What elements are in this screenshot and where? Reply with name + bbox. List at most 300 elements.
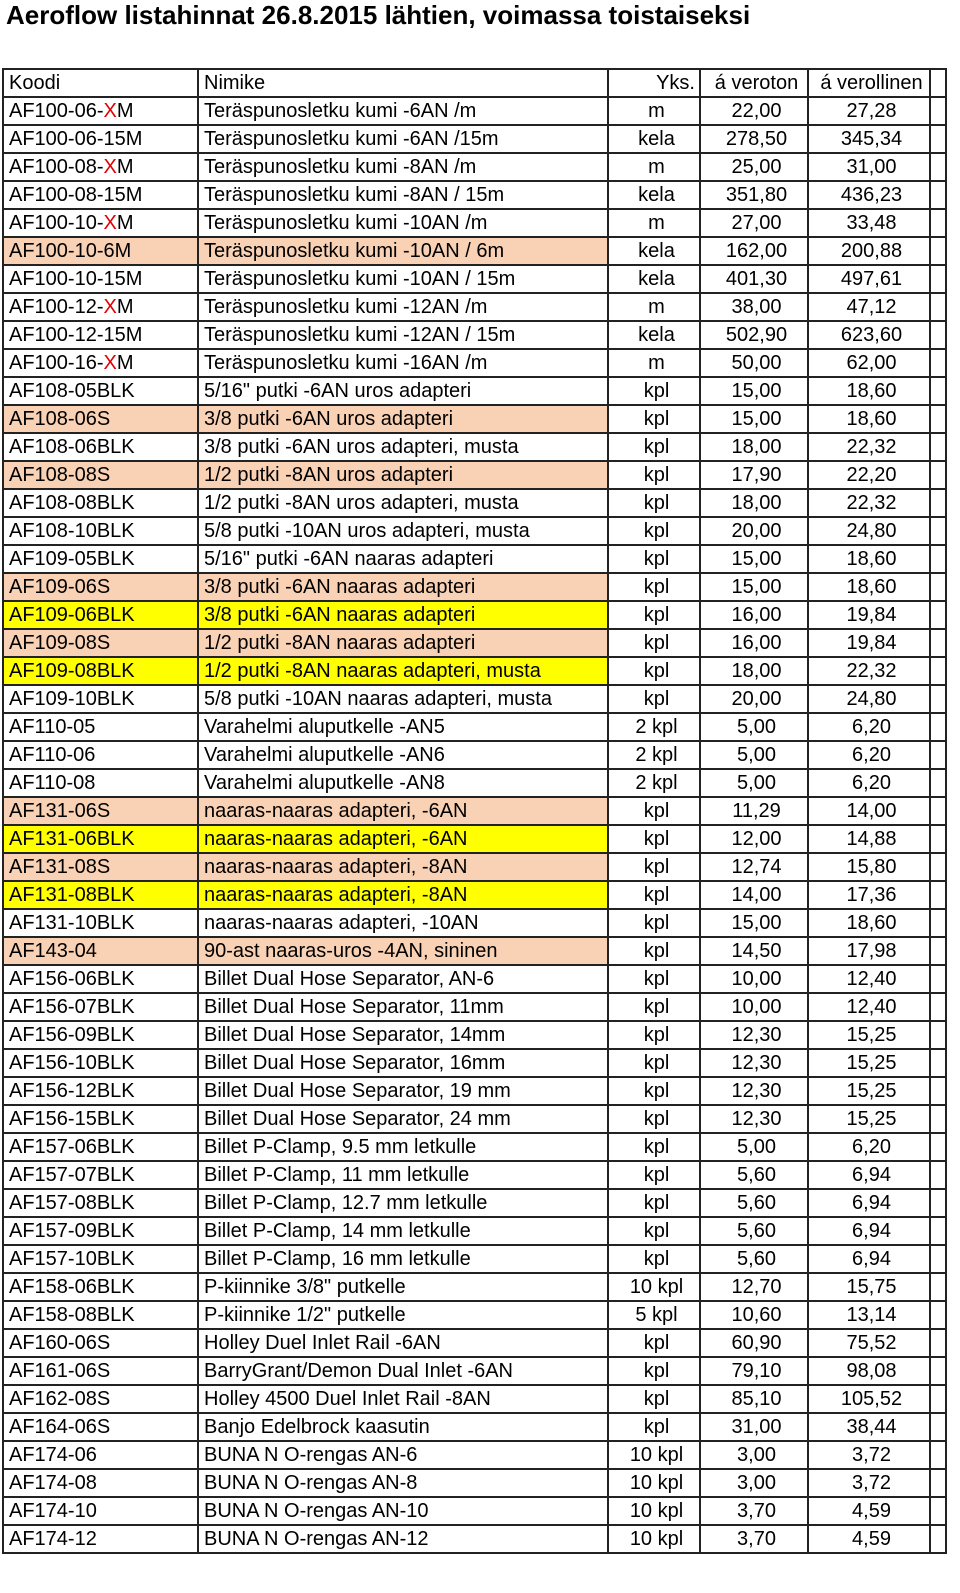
cell-gross-price: 24,80 xyxy=(808,517,930,545)
cell-name: naaras-naaras adapteri, -8AN xyxy=(198,881,608,909)
table-row xyxy=(3,349,946,377)
table-row xyxy=(3,209,946,237)
cell-unit: 10 kpl xyxy=(608,1497,700,1525)
cell-net-price: 12,74 xyxy=(700,853,808,881)
code-text: AF131-08BLK xyxy=(9,884,135,906)
cell-code xyxy=(3,293,198,321)
table-row xyxy=(3,965,946,993)
cell-code xyxy=(3,461,198,489)
cell-net-price: 14,50 xyxy=(700,937,808,965)
cell-extra xyxy=(930,1133,946,1161)
cell-name: 3/8 putki -6AN uros adapteri, musta xyxy=(198,433,608,461)
code-text: AF100-12- xyxy=(9,296,104,318)
cell-net-price: 11,29 xyxy=(700,797,808,825)
price-table xyxy=(2,68,947,1554)
cell-code xyxy=(3,601,198,629)
cell-gross-price: 6,20 xyxy=(808,713,930,741)
cell-gross-price: 14,00 xyxy=(808,797,930,825)
cell-code xyxy=(3,937,198,965)
cell-net-price: 5,60 xyxy=(700,1217,808,1245)
cell-unit: kpl xyxy=(608,1357,700,1385)
cell-gross-price: 12,40 xyxy=(808,965,930,993)
table-row xyxy=(3,321,946,349)
cell-unit: kpl xyxy=(608,545,700,573)
code-text: AF100-10- xyxy=(9,212,104,234)
cell-net-price: 31,00 xyxy=(700,1413,808,1441)
cell-name: Varahelmi aluputkelle -AN8 xyxy=(198,769,608,797)
cell-code xyxy=(3,237,198,265)
table-row xyxy=(3,405,946,433)
cell-name: Teräspunosletku kumi -10AN / 6m xyxy=(198,237,608,265)
code-text: AF109-05BLK xyxy=(9,548,135,570)
cell-code xyxy=(3,1049,198,1077)
cell-gross-price: 19,84 xyxy=(808,629,930,657)
code-text: AF109-06BLK xyxy=(9,604,135,626)
cell-unit: 2 kpl xyxy=(608,741,700,769)
cell-extra xyxy=(930,1245,946,1273)
cell-name: Teräspunosletku kumi -10AN / 15m xyxy=(198,265,608,293)
cell-net-price: 278,50 xyxy=(700,125,808,153)
cell-gross-price: 13,14 xyxy=(808,1301,930,1329)
table-row xyxy=(3,881,946,909)
code-text: AF109-08S xyxy=(9,632,111,654)
cell-extra xyxy=(930,769,946,797)
cell-unit: kela xyxy=(608,265,700,293)
table-row xyxy=(3,181,946,209)
code-text: AF156-10BLK xyxy=(9,1052,135,1074)
table-row xyxy=(3,1245,946,1273)
cell-extra xyxy=(930,293,946,321)
code-text: AF110-06 xyxy=(9,744,96,766)
cell-gross-price: 6,20 xyxy=(808,769,930,797)
table-row xyxy=(3,1385,946,1413)
cell-net-price: 15,00 xyxy=(700,377,808,405)
cell-unit: kpl xyxy=(608,1245,700,1273)
cell-gross-price: 22,32 xyxy=(808,489,930,517)
cell-name: 5/8 putki -10AN naaras adapteri, musta xyxy=(198,685,608,713)
cell-net-price: 3,00 xyxy=(700,1441,808,1469)
cell-net-price: 15,00 xyxy=(700,573,808,601)
cell-name: Banjo Edelbrock kaasutin xyxy=(198,1413,608,1441)
cell-unit: kpl xyxy=(608,993,700,1021)
cell-unit: kela xyxy=(608,321,700,349)
cell-code xyxy=(3,433,198,461)
table-header-row xyxy=(3,69,946,97)
cell-gross-price: 345,34 xyxy=(808,125,930,153)
cell-code xyxy=(3,349,198,377)
cell-gross-price: 62,00 xyxy=(808,349,930,377)
cell-name: Teräspunosletku kumi -10AN /m xyxy=(198,209,608,237)
cell-gross-price: 17,98 xyxy=(808,937,930,965)
code-text: AF108-05BLK xyxy=(9,380,135,402)
cell-extra xyxy=(930,881,946,909)
cell-extra xyxy=(930,1385,946,1413)
cell-extra xyxy=(930,657,946,685)
cell-name: Billet Dual Hose Separator, AN-6 xyxy=(198,965,608,993)
cell-extra xyxy=(930,1049,946,1077)
table-row xyxy=(3,517,946,545)
cell-net-price: 16,00 xyxy=(700,629,808,657)
code-text: AF109-08BLK xyxy=(9,660,135,682)
cell-unit: kpl xyxy=(608,461,700,489)
cell-unit: 10 kpl xyxy=(608,1469,700,1497)
cell-net-price: 5,60 xyxy=(700,1245,808,1273)
code-text: AF156-12BLK xyxy=(9,1080,135,1102)
cell-unit: kela xyxy=(608,125,700,153)
code-text: AF110-08 xyxy=(9,772,96,794)
code-text: AF174-08 xyxy=(9,1472,97,1494)
table-row xyxy=(3,573,946,601)
cell-unit: kpl xyxy=(608,685,700,713)
cell-code xyxy=(3,1497,198,1525)
cell-code xyxy=(3,1105,198,1133)
cell-name: Billet P-Clamp, 12.7 mm letkulle xyxy=(198,1189,608,1217)
table-row xyxy=(3,377,946,405)
cell-name: BUNA N O-rengas AN-10 xyxy=(198,1497,608,1525)
cell-unit: m xyxy=(608,153,700,181)
code-variable-part: X xyxy=(103,296,117,318)
cell-name: Billet P-Clamp, 9.5 mm letkulle xyxy=(198,1133,608,1161)
cell-unit: kpl xyxy=(608,1217,700,1245)
cell-code xyxy=(3,573,198,601)
cell-extra xyxy=(930,965,946,993)
code-variable-part: X xyxy=(103,352,117,374)
header-extra-cell xyxy=(930,69,946,97)
code-suffix: M xyxy=(116,212,134,234)
cell-net-price: 10,60 xyxy=(700,1301,808,1329)
cell-gross-price: 75,52 xyxy=(808,1329,930,1357)
cell-extra xyxy=(930,1357,946,1385)
cell-gross-price: 6,20 xyxy=(808,1133,930,1161)
cell-net-price: 162,00 xyxy=(700,237,808,265)
cell-name: 3/8 putki -6AN naaras adapteri xyxy=(198,601,608,629)
cell-gross-price: 15,25 xyxy=(808,1105,930,1133)
cell-code xyxy=(3,825,198,853)
cell-name: BarryGrant/Demon Dual Inlet -6AN xyxy=(198,1357,608,1385)
cell-net-price: 22,00 xyxy=(700,97,808,125)
cell-gross-price: 12,40 xyxy=(808,993,930,1021)
cell-name: Billet P-Clamp, 16 mm letkulle xyxy=(198,1245,608,1273)
cell-gross-price: 6,20 xyxy=(808,741,930,769)
cell-unit: kpl xyxy=(608,881,700,909)
table-row xyxy=(3,713,946,741)
cell-net-price: 5,00 xyxy=(700,769,808,797)
cell-extra xyxy=(930,377,946,405)
table-row xyxy=(3,433,946,461)
cell-unit: kpl xyxy=(608,1133,700,1161)
code-text: AF100-08-15M xyxy=(9,184,143,206)
cell-name: Varahelmi aluputkelle -AN6 xyxy=(198,741,608,769)
cell-name: Billet Dual Hose Separator, 24 mm xyxy=(198,1105,608,1133)
cell-gross-price: 24,80 xyxy=(808,685,930,713)
cell-gross-price: 4,59 xyxy=(808,1525,930,1553)
cell-code xyxy=(3,405,198,433)
cell-extra xyxy=(930,1329,946,1357)
cell-gross-price: 19,84 xyxy=(808,601,930,629)
cell-gross-price: 38,44 xyxy=(808,1413,930,1441)
cell-code xyxy=(3,489,198,517)
code-text: AF109-06S xyxy=(9,576,111,598)
code-suffix: M xyxy=(116,156,134,178)
cell-code xyxy=(3,1441,198,1469)
cell-name: Billet Dual Hose Separator, 16mm xyxy=(198,1049,608,1077)
cell-net-price: 5,00 xyxy=(700,741,808,769)
cell-unit: kpl xyxy=(608,937,700,965)
cell-code xyxy=(3,1245,198,1273)
cell-unit: kela xyxy=(608,181,700,209)
cell-extra xyxy=(930,1217,946,1245)
cell-unit: kpl xyxy=(608,853,700,881)
code-text: AF164-06S xyxy=(9,1416,111,1438)
cell-net-price: 12,30 xyxy=(700,1077,808,1105)
cell-extra xyxy=(930,993,946,1021)
cell-unit: kpl xyxy=(608,629,700,657)
code-text: AF158-06BLK xyxy=(9,1276,135,1298)
cell-gross-price: 98,08 xyxy=(808,1357,930,1385)
header-unit: Yks. xyxy=(608,69,700,97)
cell-net-price: 18,00 xyxy=(700,433,808,461)
cell-net-price: 12,70 xyxy=(700,1273,808,1301)
cell-code xyxy=(3,1357,198,1385)
table-row xyxy=(3,1441,946,1469)
table-row xyxy=(3,1077,946,1105)
code-text: AF161-06S xyxy=(9,1360,111,1382)
cell-name: naaras-naaras adapteri, -6AN xyxy=(198,825,608,853)
cell-gross-price: 6,94 xyxy=(808,1217,930,1245)
table-row xyxy=(3,1273,946,1301)
cell-net-price: 3,00 xyxy=(700,1469,808,1497)
cell-net-price: 5,00 xyxy=(700,713,808,741)
cell-gross-price: 47,12 xyxy=(808,293,930,321)
table-row xyxy=(3,1497,946,1525)
cell-extra xyxy=(930,685,946,713)
cell-net-price: 10,00 xyxy=(700,993,808,1021)
cell-unit: m xyxy=(608,97,700,125)
cell-net-price: 5,60 xyxy=(700,1161,808,1189)
cell-name: BUNA N O-rengas AN-6 xyxy=(198,1441,608,1469)
code-text: AF131-08S xyxy=(9,856,111,878)
cell-extra xyxy=(930,573,946,601)
cell-name: Teräspunosletku kumi -12AN / 15m xyxy=(198,321,608,349)
cell-unit: kpl xyxy=(608,657,700,685)
table-row xyxy=(3,1133,946,1161)
cell-extra xyxy=(930,853,946,881)
table-row xyxy=(3,1021,946,1049)
cell-extra xyxy=(930,1497,946,1525)
cell-code xyxy=(3,125,198,153)
cell-code xyxy=(3,713,198,741)
cell-name: naaras-naaras adapteri, -6AN xyxy=(198,797,608,825)
table-row xyxy=(3,741,946,769)
cell-code xyxy=(3,769,198,797)
cell-code xyxy=(3,1217,198,1245)
cell-code xyxy=(3,1385,198,1413)
code-suffix: M xyxy=(116,352,134,374)
cell-gross-price: 31,00 xyxy=(808,153,930,181)
cell-code xyxy=(3,153,198,181)
cell-unit: 2 kpl xyxy=(608,713,700,741)
cell-unit: kpl xyxy=(608,1049,700,1077)
cell-extra xyxy=(930,489,946,517)
cell-net-price: 79,10 xyxy=(700,1357,808,1385)
cell-unit: kpl xyxy=(608,1105,700,1133)
cell-code xyxy=(3,517,198,545)
cell-code xyxy=(3,881,198,909)
table-row xyxy=(3,1329,946,1357)
cell-name: Teräspunosletku kumi -8AN /m xyxy=(198,153,608,181)
cell-net-price: 401,30 xyxy=(700,265,808,293)
code-text: AF131-10BLK xyxy=(9,912,135,934)
cell-net-price: 502,90 xyxy=(700,321,808,349)
cell-name: BUNA N O-rengas AN-12 xyxy=(198,1525,608,1553)
cell-unit: kpl xyxy=(608,825,700,853)
cell-code xyxy=(3,181,198,209)
cell-name: Teräspunosletku kumi -6AN /15m xyxy=(198,125,608,153)
cell-extra xyxy=(930,1021,946,1049)
cell-gross-price: 33,48 xyxy=(808,209,930,237)
cell-net-price: 27,00 xyxy=(700,209,808,237)
cell-unit: kpl xyxy=(608,797,700,825)
code-text: AF156-15BLK xyxy=(9,1108,135,1130)
cell-name: Holley Duel Inlet Rail -6AN xyxy=(198,1329,608,1357)
cell-name: Teräspunosletku kumi -12AN /m xyxy=(198,293,608,321)
cell-extra xyxy=(930,1441,946,1469)
cell-unit: 10 kpl xyxy=(608,1441,700,1469)
table-row xyxy=(3,1049,946,1077)
table-row xyxy=(3,489,946,517)
cell-gross-price: 18,60 xyxy=(808,545,930,573)
cell-net-price: 15,00 xyxy=(700,909,808,937)
cell-net-price: 15,00 xyxy=(700,545,808,573)
cell-name: P-kiinnike 1/2" putkelle xyxy=(198,1301,608,1329)
cell-gross-price: 17,36 xyxy=(808,881,930,909)
cell-unit: kpl xyxy=(608,433,700,461)
code-text: AF108-08S xyxy=(9,464,111,486)
table-row xyxy=(3,237,946,265)
price-table-body xyxy=(3,69,946,1553)
code-text: AF108-08BLK xyxy=(9,492,135,514)
cell-net-price: 16,00 xyxy=(700,601,808,629)
cell-unit: kpl xyxy=(608,1329,700,1357)
table-row xyxy=(3,1161,946,1189)
code-variable-part: X xyxy=(103,156,117,178)
cell-name: Holley 4500 Duel Inlet Rail -8AN xyxy=(198,1385,608,1413)
cell-gross-price: 15,25 xyxy=(808,1077,930,1105)
cell-code xyxy=(3,909,198,937)
cell-code xyxy=(3,1525,198,1553)
code-variable-part: X xyxy=(103,100,117,122)
cell-code xyxy=(3,1301,198,1329)
cell-gross-price: 6,94 xyxy=(808,1245,930,1273)
code-text: AF100-16- xyxy=(9,352,104,374)
cell-name: 1/2 putki -8AN uros adapteri xyxy=(198,461,608,489)
code-text: AF100-08- xyxy=(9,156,104,178)
code-text: AF108-06S xyxy=(9,408,111,430)
cell-gross-price: 200,88 xyxy=(808,237,930,265)
cell-gross-price: 27,28 xyxy=(808,97,930,125)
table-row xyxy=(3,1413,946,1441)
cell-name: BUNA N O-rengas AN-8 xyxy=(198,1469,608,1497)
cell-name: 1/2 putki -8AN naaras adapteri xyxy=(198,629,608,657)
cell-code xyxy=(3,657,198,685)
cell-net-price: 351,80 xyxy=(700,181,808,209)
cell-net-price: 20,00 xyxy=(700,517,808,545)
cell-net-price: 50,00 xyxy=(700,349,808,377)
code-text: AF100-06-15M xyxy=(9,128,143,150)
cell-net-price: 12,00 xyxy=(700,825,808,853)
cell-gross-price: 4,59 xyxy=(808,1497,930,1525)
header-name: Nimike xyxy=(198,69,608,97)
code-text: AF100-12-15M xyxy=(9,324,143,346)
cell-net-price: 18,00 xyxy=(700,489,808,517)
table-row xyxy=(3,797,946,825)
code-variable-part: X xyxy=(103,212,117,234)
cell-unit: m xyxy=(608,209,700,237)
cell-extra xyxy=(930,405,946,433)
cell-extra xyxy=(930,433,946,461)
cell-name: 3/8 putki -6AN uros adapteri xyxy=(198,405,608,433)
cell-name: Teräspunosletku kumi -6AN /m xyxy=(198,97,608,125)
cell-code xyxy=(3,1329,198,1357)
code-text: AF157-10BLK xyxy=(9,1248,135,1270)
cell-gross-price: 105,52 xyxy=(808,1385,930,1413)
cell-unit: kpl xyxy=(608,405,700,433)
cell-extra xyxy=(930,349,946,377)
table-row xyxy=(3,1469,946,1497)
cell-extra xyxy=(930,1301,946,1329)
table-row xyxy=(3,769,946,797)
header-code: Koodi xyxy=(3,69,198,97)
code-text: AF131-06S xyxy=(9,800,111,822)
cell-name: 5/16" putki -6AN naaras adapteri xyxy=(198,545,608,573)
code-text: AF174-10 xyxy=(9,1500,97,1522)
code-text: AF158-08BLK xyxy=(9,1304,135,1326)
table-row xyxy=(3,1301,946,1329)
cell-net-price: 3,70 xyxy=(700,1525,808,1553)
code-suffix: M xyxy=(116,296,134,318)
cell-extra xyxy=(930,1413,946,1441)
code-suffix: M xyxy=(116,100,134,122)
cell-code xyxy=(3,377,198,405)
cell-unit: 5 kpl xyxy=(608,1301,700,1329)
cell-net-price: 20,00 xyxy=(700,685,808,713)
cell-extra xyxy=(930,1105,946,1133)
cell-gross-price: 3,72 xyxy=(808,1441,930,1469)
cell-unit: kpl xyxy=(608,517,700,545)
cell-code xyxy=(3,209,198,237)
cell-code xyxy=(3,1273,198,1301)
cell-extra xyxy=(930,1273,946,1301)
cell-gross-price: 15,80 xyxy=(808,853,930,881)
table-row xyxy=(3,825,946,853)
cell-gross-price: 15,75 xyxy=(808,1273,930,1301)
table-row xyxy=(3,657,946,685)
table-row xyxy=(3,629,946,657)
cell-extra xyxy=(930,125,946,153)
cell-extra xyxy=(930,713,946,741)
cell-unit: 10 kpl xyxy=(608,1273,700,1301)
cell-extra xyxy=(930,237,946,265)
code-text: AF100-06- xyxy=(9,100,104,122)
table-row xyxy=(3,1357,946,1385)
cell-name: naaras-naaras adapteri, -10AN xyxy=(198,909,608,937)
cell-code xyxy=(3,545,198,573)
table-row xyxy=(3,1105,946,1133)
table-row xyxy=(3,993,946,1021)
code-text: AF162-08S xyxy=(9,1388,111,1410)
cell-gross-price: 18,60 xyxy=(808,573,930,601)
cell-unit: kpl xyxy=(608,377,700,405)
